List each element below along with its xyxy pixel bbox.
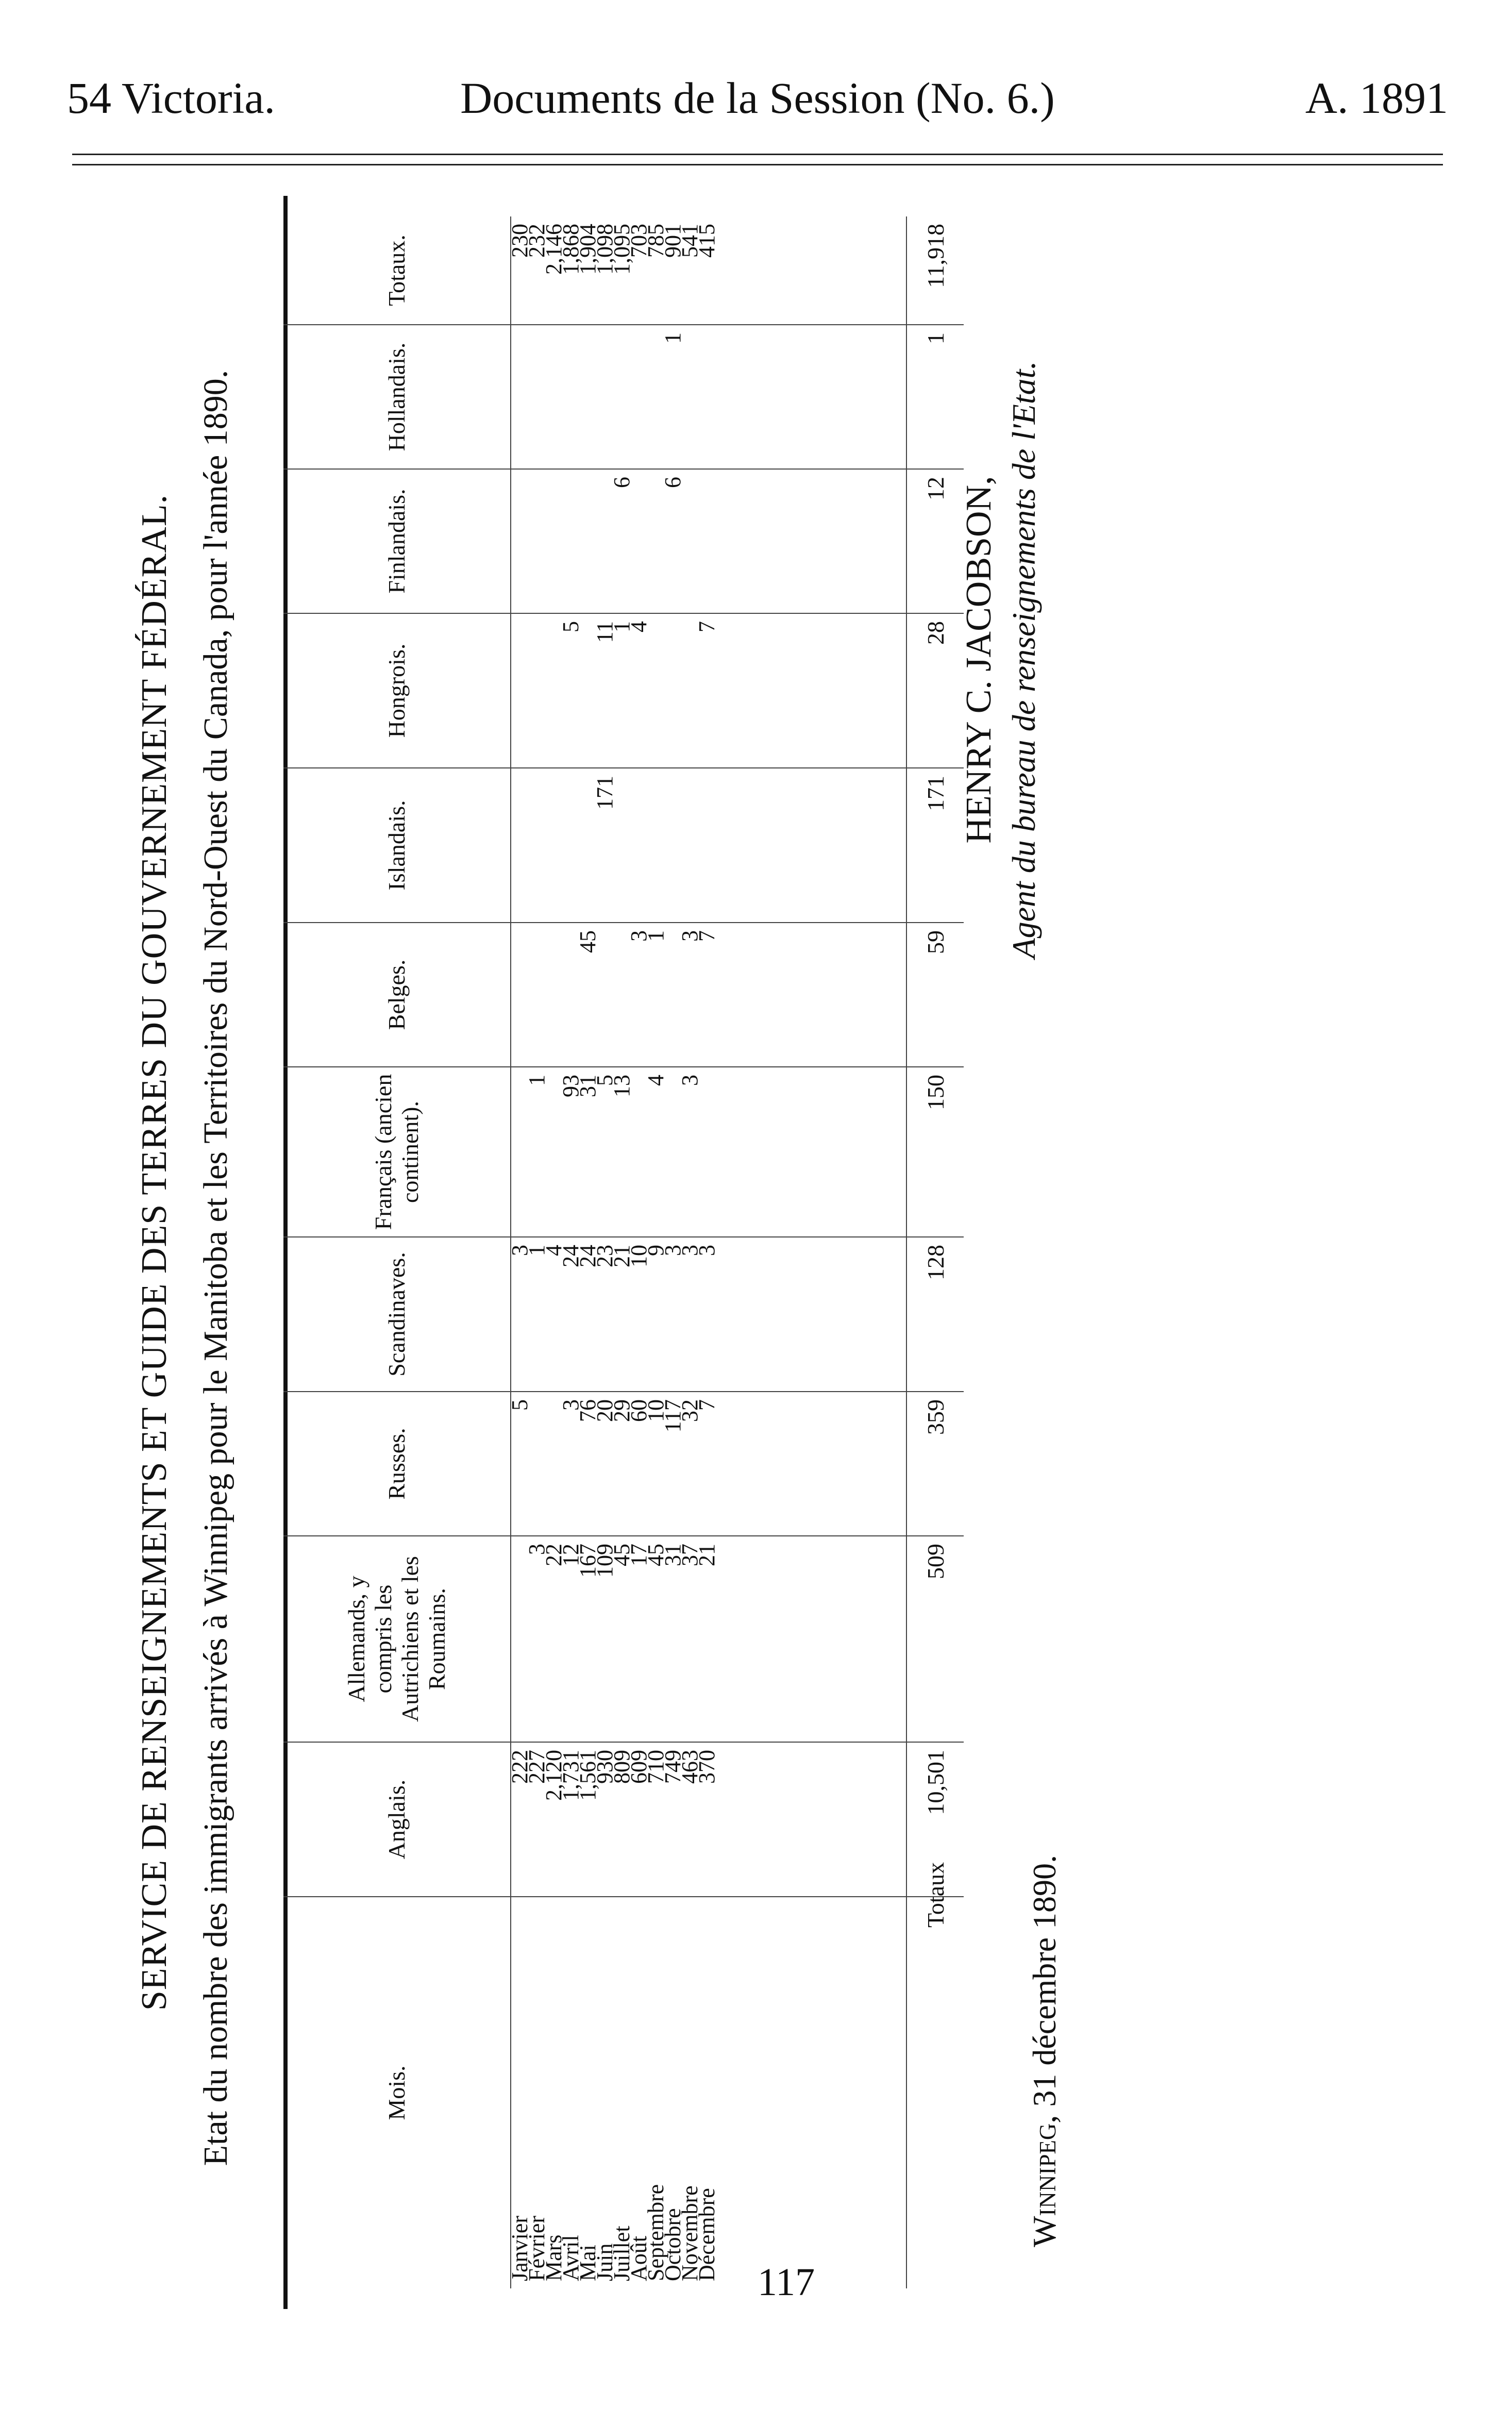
place-date [1026,1855,1064,2247]
total-finlandais: 12 [906,469,964,613]
rotated-content [134,196,1422,2309]
belges-cell: 45 3 1 3 7 [511,923,906,1067]
col-islandais: Islandais. [283,768,511,923]
col-mois: Mois. [283,1897,511,2288]
header-rule-2 [72,164,1443,165]
col-allemands: Allemands, y compris les Autrichiens et les Roumains. [283,1536,511,1742]
allemands-cell: 3 22 12 167 109 45 17 45 31 37 21 [511,1536,906,1742]
signature-role: Agent du bureau de renseignements de l'Etat. [1005,361,1042,959]
col-francais: Français (ancien continent). [283,1067,511,1237]
russes-cell: 5 3 76 20 29 60 10 117 32 7 [511,1392,906,1536]
francais-cell: 1 93 31 5 13 4 3 [511,1067,906,1237]
table-header-row [283,216,511,2288]
col-belges: Belges. [283,923,511,1067]
col-finlandais: Finlandais. [283,469,511,613]
total-scandinaves: 128 [906,1237,964,1392]
table-body-row [511,216,906,2288]
document-title: SERVICE DE RENSEIGNEMENTS ET GUIDE DES TERRES DU GOUVERNEMENT FÉDÉRAL. [135,494,174,2011]
header-left: 54 Victoria. [67,73,276,123]
document-subtitle: Etat du nombre des immigrants arrivés à Winnipeg pour le Manitoba et les Territoires du Nord-Ouest du Canada, pour l'année 1890. [197,370,234,2166]
months-cell: Janvier Février Mars Avril Mai Juin Juillet Août Septembre Octobre Novembre Décembre [507,2184,719,2281]
total-allemands: 509 [906,1536,964,1742]
finlandais-cell: 6 6 [511,469,906,613]
page-number: 117 [758,2261,815,2304]
hongrois-cell: 5 11 1 4 7 [511,613,906,768]
col-hollandais: Hollandais. [283,325,511,469]
header-right: A. 1891 [1305,73,1448,123]
signature-name: HENRY C. JACOBSON, [959,476,999,844]
col-hongrois: Hongrois. [283,613,511,768]
hollandais-cell: 1 [511,325,906,469]
totals-row [906,216,964,2288]
header-rule-1 [72,154,1443,155]
col-anglais: Anglais. [283,1742,511,1897]
col-russes: Russes. [283,1392,511,1536]
total-belges: 59 [906,923,964,1067]
totaux-cell: 230 232 2,146 1,868 1,904 1,098 1,095 703 785 901 541 415 [511,216,906,325]
total-islandais: 171 [906,768,964,923]
header-center: Documents de la Session (No. 6.) [460,73,1055,123]
total-hollandais: 1 [906,325,964,469]
islandais-cell: 171 [511,768,906,923]
date-text: , 31 décembre 1890. [1026,1854,1063,2123]
col-totaux: Totaux. [283,216,511,325]
place-name: Winnipeg [1026,2123,1063,2247]
total-hongrois: 28 [906,613,964,768]
total-totaux: 11,918 [906,216,964,325]
total-anglais: 10,501 [906,1742,964,1897]
anglais-cell: 222 227 2,120 1,731 1,561 930 809 609 710 749 463 370 [511,1742,906,1897]
total-russes: 359 [906,1392,964,1536]
col-scandinaves: Scandinaves. [283,1237,511,1392]
page-header [67,62,1448,129]
signature-block [959,299,1043,1021]
scandinaves-cell: 3 1 4 24 24 23 21 10 9 3 3 3 [511,1237,906,1392]
total-francais: 150 [906,1067,964,1237]
totals-label: Totaux [906,1897,964,2288]
immigrants-table [283,216,964,2288]
